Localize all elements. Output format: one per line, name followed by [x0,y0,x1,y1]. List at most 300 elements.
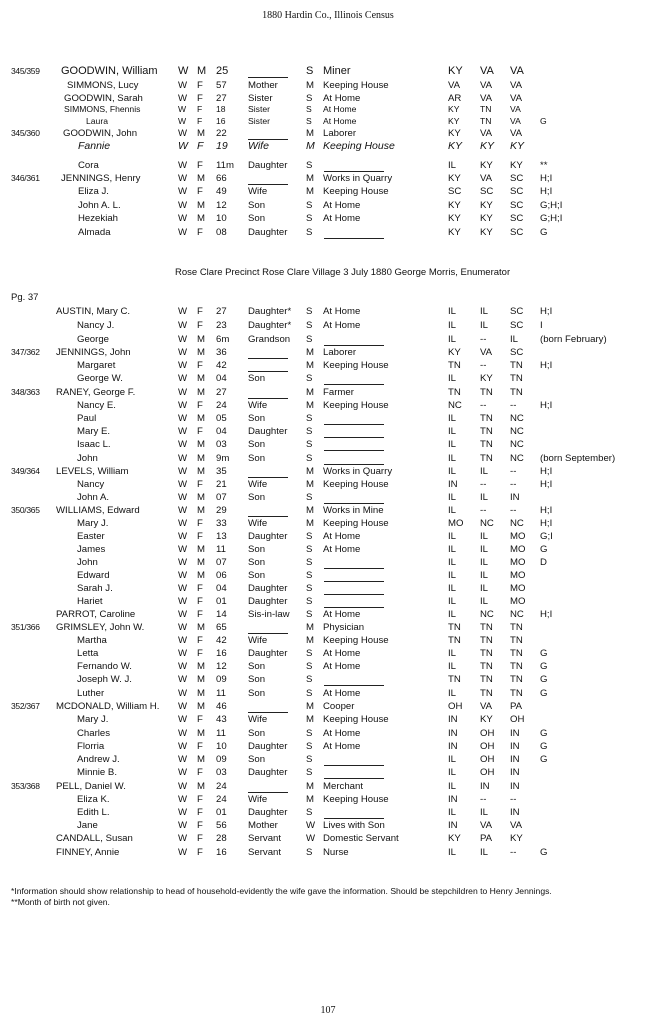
birthplace: IL [448,492,457,503]
person-name: Nancy J. [77,320,115,331]
sex: F [197,80,203,91]
mother-birthplace: TN [510,661,523,672]
birthplace: IL [448,688,457,699]
census-row [0,199,656,212]
occupation: Physician [323,622,365,633]
marital-status: S [306,492,313,503]
marital-status: M [306,781,314,792]
notes: H;I [540,360,553,371]
age: 16 [216,116,226,126]
mother-birthplace: MO [510,531,526,542]
race: W [178,373,188,384]
marital-status: S [306,104,312,114]
occupation: At Home [323,728,361,739]
mother-birthplace: IN [510,781,520,792]
father-birthplace: OH [480,754,495,765]
sex: F [197,104,203,114]
marital-status: M [306,140,315,152]
father-birthplace: KY [480,373,493,384]
relationship: Son [248,544,266,555]
age: 57 [216,80,227,91]
race: W [178,426,188,437]
mother-birthplace: TN [510,360,523,371]
race: W [178,116,187,126]
occupation: Works in Mine [323,505,384,516]
census-row [0,127,656,140]
marital-status: S [306,570,313,581]
birthplace: IL [448,505,457,516]
census-row [0,359,656,372]
person-name: George [77,334,109,345]
race: W [178,688,188,699]
relationship: Son [248,453,266,464]
census-row [0,700,656,713]
age: 04 [216,426,227,437]
relationship: Daughter [248,227,288,238]
age: 04 [216,583,227,594]
mother-birthplace: IN [510,741,520,752]
father-birthplace: VA [480,701,493,712]
marital-status: M [306,387,314,398]
mother-birthplace: -- [510,505,517,516]
age: 27 [216,306,227,317]
census-row [0,65,656,78]
mother-birthplace: MO [510,544,526,555]
person-name: LEVELS, William [56,466,129,477]
birthplace: IL [448,334,457,345]
race: W [178,65,189,77]
census-row [0,386,656,399]
mother-birthplace: VA [510,80,523,91]
birthplace: KY [448,833,461,844]
census-number: 348/363 [11,387,40,397]
mother-birthplace: OH [510,714,525,725]
mother-birthplace: IN [510,492,520,503]
race: W [178,820,188,831]
notes: G [540,688,548,699]
age: 18 [216,104,226,114]
occupation: At Home [323,609,361,620]
birthplace: KY [448,173,461,184]
mother-birthplace: NC [510,609,524,620]
sex: M [197,570,205,581]
sex: F [197,518,203,529]
relationship: Son [248,570,266,581]
race: W [178,466,188,477]
person-name: Margaret [77,360,116,371]
census-row [0,806,656,819]
marital-status: S [306,583,313,594]
father-birthplace: VA [480,128,493,139]
sex: F [197,807,203,818]
birthplace: IL [448,413,457,424]
census-row [0,319,656,332]
notes: H;I [540,173,553,184]
census-number: 352/367 [11,701,40,711]
father-birthplace: KY [480,200,493,211]
sex: M [197,622,205,633]
person-name: CANDALL, Susan [56,833,133,844]
age: 16 [216,648,227,659]
census-row [0,608,656,621]
race: W [178,400,188,411]
precinct-header: Rose Clare Precinct Rose Clare Village 3 July 1880 George Morris, Enumerator [175,267,511,278]
person-name: Paul [77,413,97,424]
father-birthplace: TN [480,453,493,464]
father-birthplace: TN [480,387,493,398]
age: 42 [216,360,227,371]
marital-status: S [306,227,313,238]
age: 25 [216,65,229,77]
race: W [178,413,188,424]
marital-status: S [306,531,313,542]
relationship: Son [248,728,266,739]
mother-birthplace: NC [510,518,524,529]
age: 9m [216,453,230,464]
marital-status: M [306,347,314,358]
marital-status: S [306,544,313,555]
census-row [0,647,656,660]
person-name: Cora [78,160,99,171]
age: 49 [216,186,227,197]
father-birthplace: KY [480,160,493,171]
notes: D [540,557,547,568]
relationship: Daughter [248,426,288,437]
person-name: Edward [77,570,110,581]
sex: M [197,492,205,503]
person-name: George W. [77,373,123,384]
birthplace: AR [448,93,462,104]
mother-birthplace: SC [510,213,524,224]
census-row [0,634,656,647]
marital-status: S [306,728,313,739]
mother-birthplace: TN [510,674,523,685]
race: W [178,80,188,91]
occupation: Lives with Son [323,820,385,831]
marital-status: S [306,93,313,104]
race: W [178,635,188,646]
person-name: Mary J. [77,518,109,529]
age: 27 [216,93,227,104]
marital-status: M [306,186,314,197]
race: W [178,741,188,752]
birthplace: IL [448,373,457,384]
birthplace: SC [448,186,462,197]
person-name: PELL, Daniel W. [56,781,126,792]
person-name: James [77,544,106,555]
age: 01 [216,807,227,818]
notes: H;I [540,400,553,411]
occupation: Keeping House [323,400,389,411]
census-row [0,673,656,686]
sex: F [197,820,203,831]
race: W [178,754,188,765]
father-birthplace: IL [480,320,489,331]
census-row [0,595,656,608]
race: W [178,334,188,345]
sex: F [197,635,203,646]
person-name: GOODWIN, John [63,128,138,139]
census-row [0,740,656,753]
birthplace: IN [448,794,458,805]
relationship: Sister [248,93,273,104]
marital-status: S [306,200,313,211]
birthplace: IN [448,479,458,490]
father-birthplace: IL [480,596,489,607]
relationship: Daughter [248,531,288,542]
race: W [178,609,188,620]
father-birthplace: KY [480,227,493,238]
birthplace: IL [448,609,457,620]
age: 09 [216,754,227,765]
father-birthplace: TN [480,116,492,126]
birthplace: IL [448,544,457,555]
father-birthplace: OH [480,767,495,778]
father-birthplace: -- [480,479,487,490]
mother-birthplace: KY [510,140,525,152]
age: 09 [216,674,227,685]
census-number: 351/366 [11,622,40,632]
notes: I [540,320,543,331]
census-row [0,517,656,530]
birthplace: IL [448,583,457,594]
marital-status: S [306,767,313,778]
census-row [0,452,656,465]
occupation: At Home [323,544,361,555]
page-header: 1880 Hardin Co., Illinois Census [262,10,394,21]
relationship: Son [248,213,266,224]
relationship: Daughter [248,583,288,594]
person-name: Minnie B. [77,767,117,778]
father-birthplace: IL [480,847,489,858]
race: W [178,104,187,114]
person-name: John A. [77,492,110,503]
census-row [0,185,656,198]
mother-birthplace: NC [510,453,524,464]
mother-birthplace: NC [510,426,524,437]
father-birthplace: VA [480,820,493,831]
census-row [0,159,656,172]
person-name: John A. L. [78,200,121,211]
person-name: JENNINGS, Henry [61,173,141,184]
marital-status: M [306,128,314,139]
relationship: Sister [248,104,270,114]
father-birthplace: IL [480,570,489,581]
father-birthplace: TN [480,674,493,685]
father-birthplace: KY [480,714,493,725]
mother-birthplace: KY [510,160,523,171]
person-name: GRIMSLEY, John W. [56,622,145,633]
mother-birthplace: MO [510,570,526,581]
person-name: Edith L. [77,807,110,818]
age: 36 [216,347,227,358]
sex: F [197,479,203,490]
father-birthplace: IL [480,492,489,503]
relationship: Wife [248,794,268,805]
birthplace: IL [448,754,457,765]
sex: M [197,373,205,384]
census-row [0,491,656,504]
father-birthplace: IL [480,557,489,568]
notes: H;I [540,518,553,529]
marital-status: S [306,306,313,317]
age: 29 [216,505,227,516]
mother-birthplace: TN [510,648,523,659]
father-birthplace: TN [480,413,493,424]
race: W [178,186,188,197]
relationship: Wife [248,186,268,197]
birthplace: IL [448,847,457,858]
birthplace: IN [448,741,458,752]
occupation: At Home [323,93,361,104]
race: W [178,479,188,490]
father-birthplace: TN [480,688,493,699]
occupation: At Home [323,531,361,542]
age: 12 [216,661,227,672]
sex: M [197,754,205,765]
relationship: Daughter* [248,320,292,331]
sex: F [197,596,203,607]
notes: G [540,661,548,672]
age: 23 [216,320,227,331]
sex: F [197,833,203,844]
census-number: 346/361 [11,173,40,183]
sex: M [197,65,207,77]
notes: H;I [540,609,553,620]
age: 46 [216,701,227,712]
relationship: Wife [248,635,268,646]
notes: (born February) [540,334,607,345]
age: 24 [216,781,227,792]
race: W [178,227,188,238]
race: W [178,847,188,858]
relationship: Sis-in-law [248,609,290,620]
person-name: FINNEY, Annie [56,847,120,858]
birthplace: KY [448,65,463,77]
sex: F [197,794,203,805]
notes: G [540,648,548,659]
sex: F [197,847,203,858]
father-birthplace: -- [480,360,487,371]
father-birthplace: VA [480,80,493,91]
age: 06 [216,570,227,581]
marital-status: S [306,557,313,568]
sex: M [197,466,205,477]
birthplace: KY [448,227,461,238]
birthplace: IL [448,648,457,659]
mother-birthplace: IN [510,754,520,765]
marital-status: S [306,609,313,620]
occupation: Keeping House [323,186,389,197]
birthplace: OH [448,701,463,712]
occupation: At Home [323,648,361,659]
relationship: Daughter [248,767,288,778]
occupation: At Home [323,661,361,672]
race: W [178,128,188,139]
relationship: Servant [248,833,282,844]
age: 16 [216,847,227,858]
marital-status: M [306,360,314,371]
father-birthplace: OH [480,741,495,752]
person-name: Eliza J. [78,186,109,197]
footnote-2: **Month of birth not given. [11,897,110,907]
age: 6m [216,334,230,345]
relationship: Daughter [248,741,288,752]
person-name: John [77,557,98,568]
marital-status: S [306,741,313,752]
age: 08 [216,227,227,238]
age: 03 [216,767,227,778]
relationship: Son [248,413,266,424]
birthplace: IL [448,596,457,607]
sex: F [197,360,203,371]
person-name: Sarah J. [77,583,113,594]
census-row [0,753,656,766]
birthplace: IL [448,557,457,568]
notes: H;I [540,479,553,490]
occupation: At Home [323,741,361,752]
race: W [178,93,188,104]
occupation: At Home [323,306,361,317]
mother-birthplace: MO [510,596,526,607]
notes: G [540,741,548,752]
father-birthplace: SC [480,186,494,197]
census-row [0,687,656,700]
census-row [0,465,656,478]
mother-birthplace: VA [510,65,524,77]
person-name: Joseph W. J. [77,674,132,685]
relationship: Grandson [248,334,291,345]
age: 24 [216,794,227,805]
mother-birthplace: -- [510,479,517,490]
mother-birthplace: TN [510,622,523,633]
mother-birthplace: IN [510,807,520,818]
occupation: Merchant [323,781,363,792]
race: W [178,781,188,792]
mother-birthplace: SC [510,347,524,358]
race: W [178,648,188,659]
age: 12 [216,200,227,211]
father-birthplace: TN [480,635,493,646]
sex: M [197,213,205,224]
occupation: Keeping House [323,479,389,490]
relationship: Wife [248,140,269,152]
person-name: Fannie [78,140,111,152]
occupation: At Home [323,116,357,126]
mother-birthplace: TN [510,635,523,646]
mother-birthplace: VA [510,820,523,831]
census-row [0,226,656,239]
mother-birthplace: MO [510,557,526,568]
birthplace: IN [448,728,458,739]
age: 11 [216,688,226,699]
occupation: Keeping House [323,794,389,805]
father-birthplace: OH [480,728,495,739]
person-name: Jane [77,820,98,831]
mother-birthplace: VA [510,104,521,114]
sex: F [197,320,203,331]
person-name: WILLIAMS, Edward [56,505,140,516]
occupation: Keeping House [323,635,389,646]
census-row [0,305,656,318]
mother-birthplace: MO [510,583,526,594]
census-row [0,79,656,92]
census-row [0,846,656,859]
notes: H;I [540,306,553,317]
marital-status: S [306,754,313,765]
relationship: Son [248,439,266,450]
marital-status: M [306,701,314,712]
